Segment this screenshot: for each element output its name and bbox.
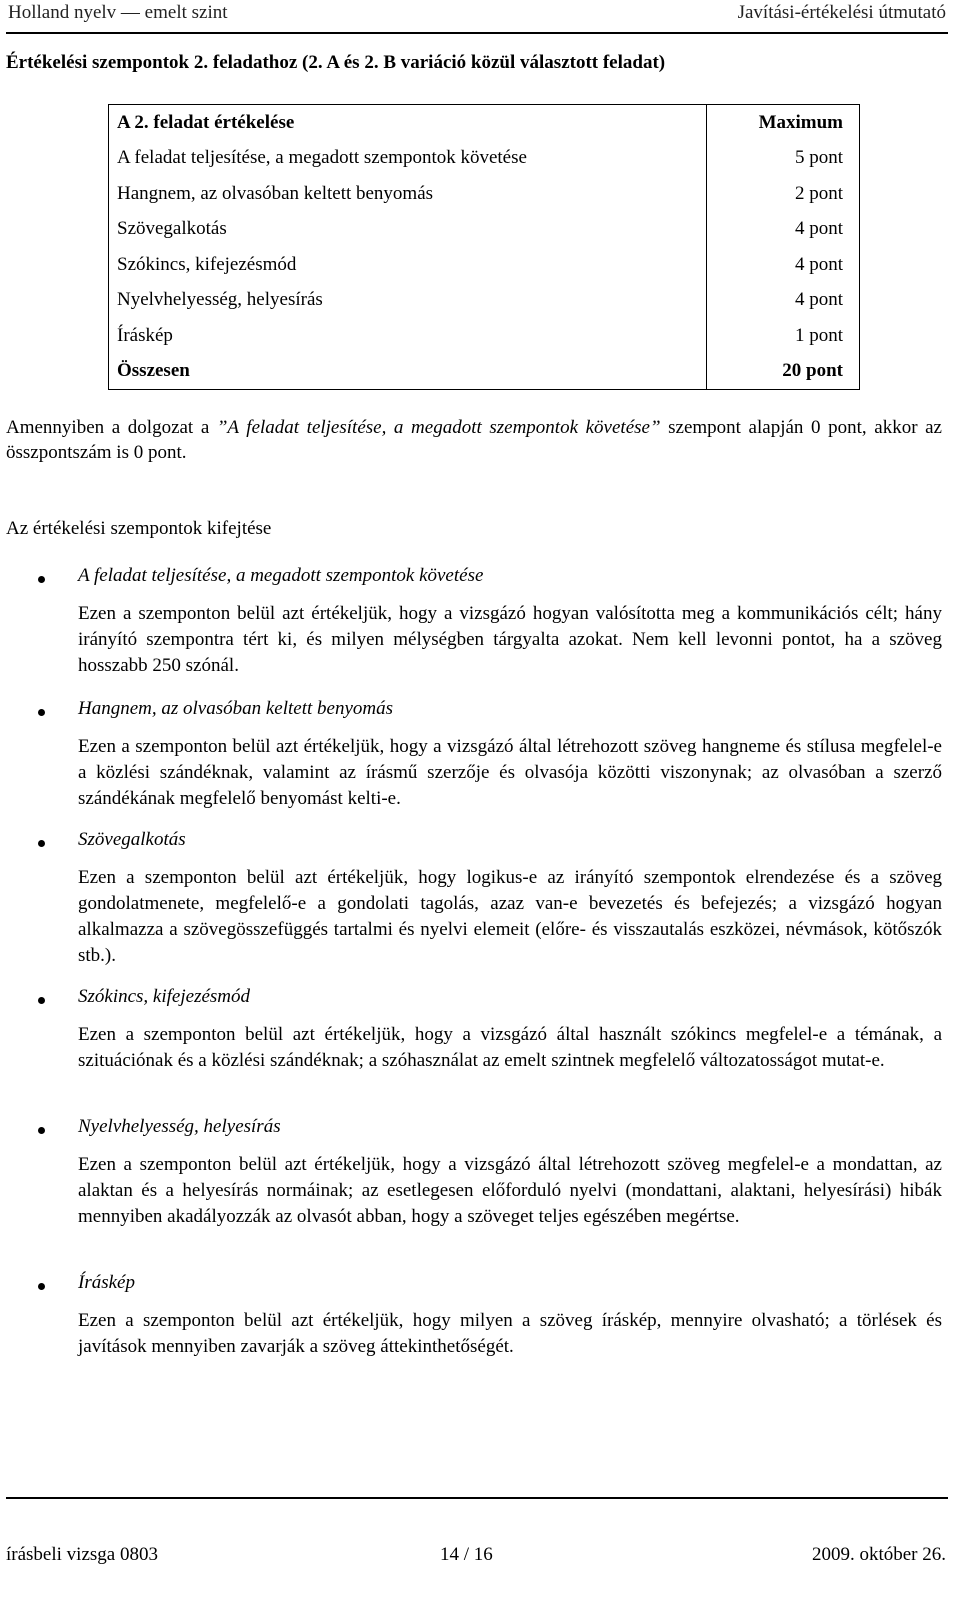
table-row (109, 318, 860, 354)
criterion-description: Ezen a szemponton belül azt értékeljük, hogy a vizsgázó által létrehozott szöveg hangneme és stílusa megfelel-e a közlési szándéknak, valamint az írásmű szerzője és olvasója közötti viszonynak; az olvasóban a szerző szándékának megfelelő benyomást kelti-e. (78, 736, 942, 809)
page-header (8, 2, 946, 32)
note-quote: ”A feladat teljesítése, a megadott szempontok követése” (216, 417, 661, 438)
note-pre: Amennyiben a dolgozat a (6, 417, 217, 438)
criterion-name: Szövegalkotás (78, 829, 186, 850)
criterion-points: 2 pont (794, 182, 843, 204)
table-row (109, 141, 860, 177)
zero-point-note (6, 415, 942, 465)
criterion-points: 4 pont (794, 289, 843, 311)
criterion-label: Nyelvhelyesség, helyesírás (109, 283, 707, 319)
header-right: Javítási-értékelési útmutató (737, 2, 946, 23)
footer-rule (6, 1497, 948, 1499)
table-header-value: Maximum (758, 111, 843, 133)
criterion-points: 1 pont (794, 324, 843, 346)
table-total-row (109, 354, 860, 390)
bullet-icon (38, 1283, 45, 1290)
bullet-icon (38, 709, 45, 716)
table-row (109, 283, 860, 319)
criterion-description: Ezen a szemponton belül azt értékeljük, hogy a vizsgázó által létrehozott szöveg megfelel-e a mondattan, az alaktan és a helyesírás normáinak; az esetlegesen előforduló nyelvi (mondattani, alaktani, helyesírási) hibák mennyiben akadályozzák az olvasót abban, hogy a szöveget teljes egészében megértse. (78, 1154, 942, 1227)
footer-page-number: 14 / 16 (440, 1544, 493, 1565)
criterion-points: 4 pont (794, 253, 843, 275)
criterion-description: Ezen a szemponton belül azt értékeljük, hogy milyen a szöveg íráskép, mennyire olvasható; a törlések és javítások mennyiben zavarják a szöveg áttekinthetőségét. (78, 1310, 942, 1357)
bullet-icon (38, 840, 45, 847)
bullet-icon (38, 576, 45, 583)
total-label: Összesen (109, 354, 707, 390)
criterion-name: Nyelvhelyesség, helyesírás (78, 1116, 281, 1137)
footer-left: írásbeli vizsga 0803 (6, 1544, 158, 1565)
explanations-title: Az értékelési szempontok kifejtése (6, 518, 272, 539)
note-post: szempont alapján 0 pont, akkor az összpontszám is 0 pont. (6, 417, 942, 463)
table-row (109, 212, 860, 248)
table-header-row (109, 105, 860, 141)
criterion-description: Ezen a szemponton belül azt értékeljük, hogy logikus-e az irányító szempontok elrendezése és a szöveg gondolatmenete, megfelelő-e a gondolati tagolás, azaz van-e bevezetés és befejezés; a vizsgázó hogyan alkalmazza a szövegösszefüggés tartalmi és nyelvi elemeit (előre- és visszautalás eszközei, névmások, kötőszók stb.). (78, 867, 942, 966)
table-row (109, 247, 860, 283)
criterion-label: Íráskép (109, 318, 707, 354)
criterion-label: Szókincs, kifejezésmód (109, 247, 707, 283)
criterion-name: Íráskép (78, 1272, 135, 1293)
criterion-description: Ezen a szemponton belül azt értékeljük, hogy a vizsgázó által használt szókincs megfelel-e a témának, a szituációnak és a közlési szándéknak; a szóhasználat az emelt szintnek megfelelő változatosságot mutat-e. (78, 1024, 942, 1071)
header-left: Holland nyelv — emelt szint (8, 2, 228, 23)
criterion-points: 4 pont (794, 218, 843, 240)
criterion-name: Szókincs, kifejezésmód (78, 986, 251, 1007)
bullet-icon (38, 1127, 45, 1134)
criterion-label: Szövegalkotás (109, 212, 707, 248)
header-rule (6, 32, 948, 34)
footer-date: 2009. október 26. (811, 1544, 946, 1565)
scoring-table (108, 104, 860, 390)
criterion-description: Ezen a szemponton belül azt értékeljük, hogy a vizsgázó hogyan valósította meg a kommunikációs célt; hány irányító szempontra tért ki, és milyen mélységben tárgyalta azokat. Nem kell levonni pontot, ha a szöveg hosszabb 250 szónál. (78, 603, 942, 676)
section-title: Értékelési szempontok 2. feladathoz (2. A és 2. B variáció közül választott feladat) (6, 52, 666, 73)
criterion-label: Hangnem, az olvasóban keltett benyomás (109, 176, 707, 212)
table-header-label: A 2. feladat értékelése (109, 105, 707, 141)
total-points: 20 pont (782, 360, 843, 382)
criterion-name: A feladat teljesítése, a megadott szempontok követése (78, 565, 484, 586)
table-row (109, 176, 860, 212)
criterion-name: Hangnem, az olvasóban keltett benyomás (78, 698, 394, 719)
bullet-icon (38, 997, 45, 1004)
criterion-points: 5 pont (794, 147, 843, 169)
criterion-label: A feladat teljesítése, a megadott szempontok követése (109, 141, 707, 177)
